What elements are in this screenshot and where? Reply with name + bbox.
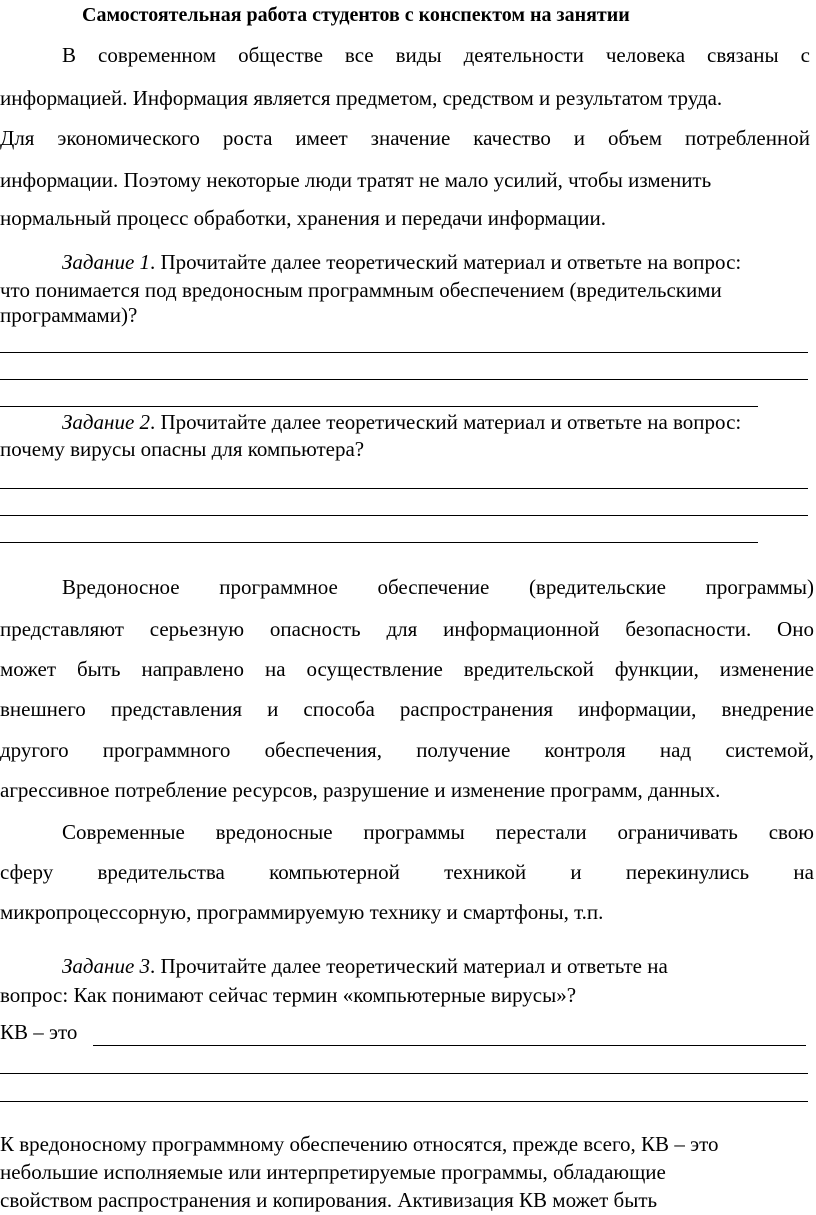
task2-label: Задание 2 [62, 410, 151, 434]
word: Современные [62, 820, 185, 844]
word: другого [0, 738, 69, 762]
word: экономического [57, 126, 200, 150]
word: перестали [495, 820, 587, 844]
word: имеет [295, 126, 348, 150]
word: деятельности [463, 43, 584, 67]
word: компьютерной [269, 860, 400, 884]
word: вредоносные [215, 820, 333, 844]
word: виды [395, 43, 442, 67]
word: перекинулись [625, 860, 750, 884]
task2-answer-line-2[interactable] [0, 515, 808, 516]
word: обеспечение [377, 575, 490, 599]
word: программного [102, 738, 231, 762]
word: направлено [141, 657, 244, 681]
word: представления [110, 697, 242, 721]
word: опасность [269, 617, 361, 641]
word: программное [219, 575, 338, 599]
word: В [62, 43, 77, 67]
kv-label: КВ – это [0, 1020, 78, 1044]
word: техникой [444, 860, 527, 884]
word: значение [370, 126, 451, 150]
task3-line-1: Задание 3. Прочитайте далее теоретический материал и ответьте на [62, 954, 668, 978]
word: изменение [719, 657, 814, 681]
para2-line-1 [62, 820, 814, 845]
word: качество [473, 126, 551, 150]
word: обеспечения, [264, 738, 382, 762]
word: Оно [777, 617, 814, 641]
word: программы [363, 820, 465, 844]
word: контроля [544, 738, 626, 762]
word: с [800, 43, 810, 67]
word: человека [605, 43, 686, 67]
word: сферу [0, 860, 54, 884]
task1-answer-line-1[interactable] [0, 352, 808, 353]
task1-label: Задание 1 [62, 250, 151, 274]
word: функции, [614, 657, 699, 681]
para1-line-5 [0, 738, 814, 763]
intro-line-5: нормальный процесс обработки, хранения и передачи информации. [0, 206, 606, 230]
word: информации, [578, 697, 697, 721]
intro-line-2: информацией. Информация является предметом, средством и результатом труда. [0, 86, 723, 110]
word: системой, [725, 738, 814, 762]
word: для [386, 617, 418, 641]
word: быть [76, 657, 121, 681]
task2-line-1: Задание 2. Прочитайте далее теоретический материал и ответьте на вопрос: [62, 410, 742, 434]
word: обществе [238, 43, 323, 67]
word: ограничивать [617, 820, 738, 844]
word: информационной [443, 617, 600, 641]
word: вредительской [463, 657, 594, 681]
para1-line-4 [0, 697, 814, 722]
word: на [793, 860, 814, 884]
para2-line-2 [0, 860, 814, 885]
task1-line-3: программами)? [0, 303, 138, 327]
para2-line-3: микропроцессорную, программируемую технику и смартфоны, т.п. [0, 900, 604, 924]
word: внедрение [721, 697, 814, 721]
word: представляют [0, 617, 124, 641]
para3-line-3: свойством распространения и копирования. Активизация КВ может быть [0, 1188, 658, 1212]
word: современном [98, 43, 217, 67]
task2-answer-line-1[interactable] [0, 488, 808, 489]
word: и [267, 697, 279, 721]
word: внешнего [0, 697, 86, 721]
word: получение [416, 738, 511, 762]
para3-line-1: К вредоносному программному обеспечению относятся, прежде всего, КВ – это [0, 1132, 719, 1156]
word: программы) [705, 575, 814, 599]
word: роста [222, 126, 273, 150]
task1-line-2: что понимается под вредоносным программным обеспечением (вредительскими [0, 278, 722, 302]
task3-answer-line-3[interactable] [0, 1101, 808, 1102]
intro-line-1 [62, 43, 810, 68]
word: и [573, 126, 586, 150]
word: и [570, 860, 582, 884]
word: осуществление [306, 657, 443, 681]
word: свою [768, 820, 814, 844]
para1-line-3 [0, 657, 814, 682]
para1-line-6: агрессивное потребление ресурсов, разрушение и изменение программ, данных. [0, 778, 721, 802]
word: над [659, 738, 692, 762]
task1-line-1: Задание 1. Прочитайте далее теоретический материал и ответьте на вопрос: [62, 250, 742, 274]
word: Для [0, 126, 35, 150]
word: безопасности. [625, 617, 752, 641]
para1-line-2 [0, 617, 814, 642]
task1-answer-line-2[interactable] [0, 379, 808, 380]
para3-line-2: небольшие исполняемые или интерпретируемые программы, обладающие [0, 1160, 666, 1184]
word: распространения [399, 697, 554, 721]
word: объем [607, 126, 663, 150]
intro-line-3 [0, 126, 810, 151]
task3-answer-line-2[interactable] [0, 1073, 808, 1074]
word: способа [303, 697, 375, 721]
para1-line-1 [62, 575, 814, 600]
task3-line-2: вопрос: Как понимают сейчас термин «компьютерные вирусы»? [0, 983, 577, 1007]
task3-label: Задание 3 [62, 954, 151, 978]
word: (вредительские [528, 575, 666, 599]
task1-answer-line-3[interactable] [0, 406, 758, 407]
word: все [344, 43, 374, 67]
page-title: Самостоятельная работа студентов с конспектом на занятии [82, 4, 630, 26]
word: серьезную [149, 617, 245, 641]
intro-line-4: информации. Поэтому некоторые люди тратят не мало усилий, чтобы изменить [0, 168, 712, 192]
word: на [264, 657, 286, 681]
word: связаны [707, 43, 779, 67]
task2-answer-line-3[interactable] [0, 542, 758, 543]
task2-line-2: почему вирусы опасны для компьютера? [0, 437, 365, 461]
word: Вредоносное [62, 575, 180, 599]
task3-answer-line-1[interactable] [93, 1045, 806, 1046]
word: может [0, 657, 56, 681]
word: потребленной [685, 126, 810, 150]
word: вредительства [97, 860, 225, 884]
